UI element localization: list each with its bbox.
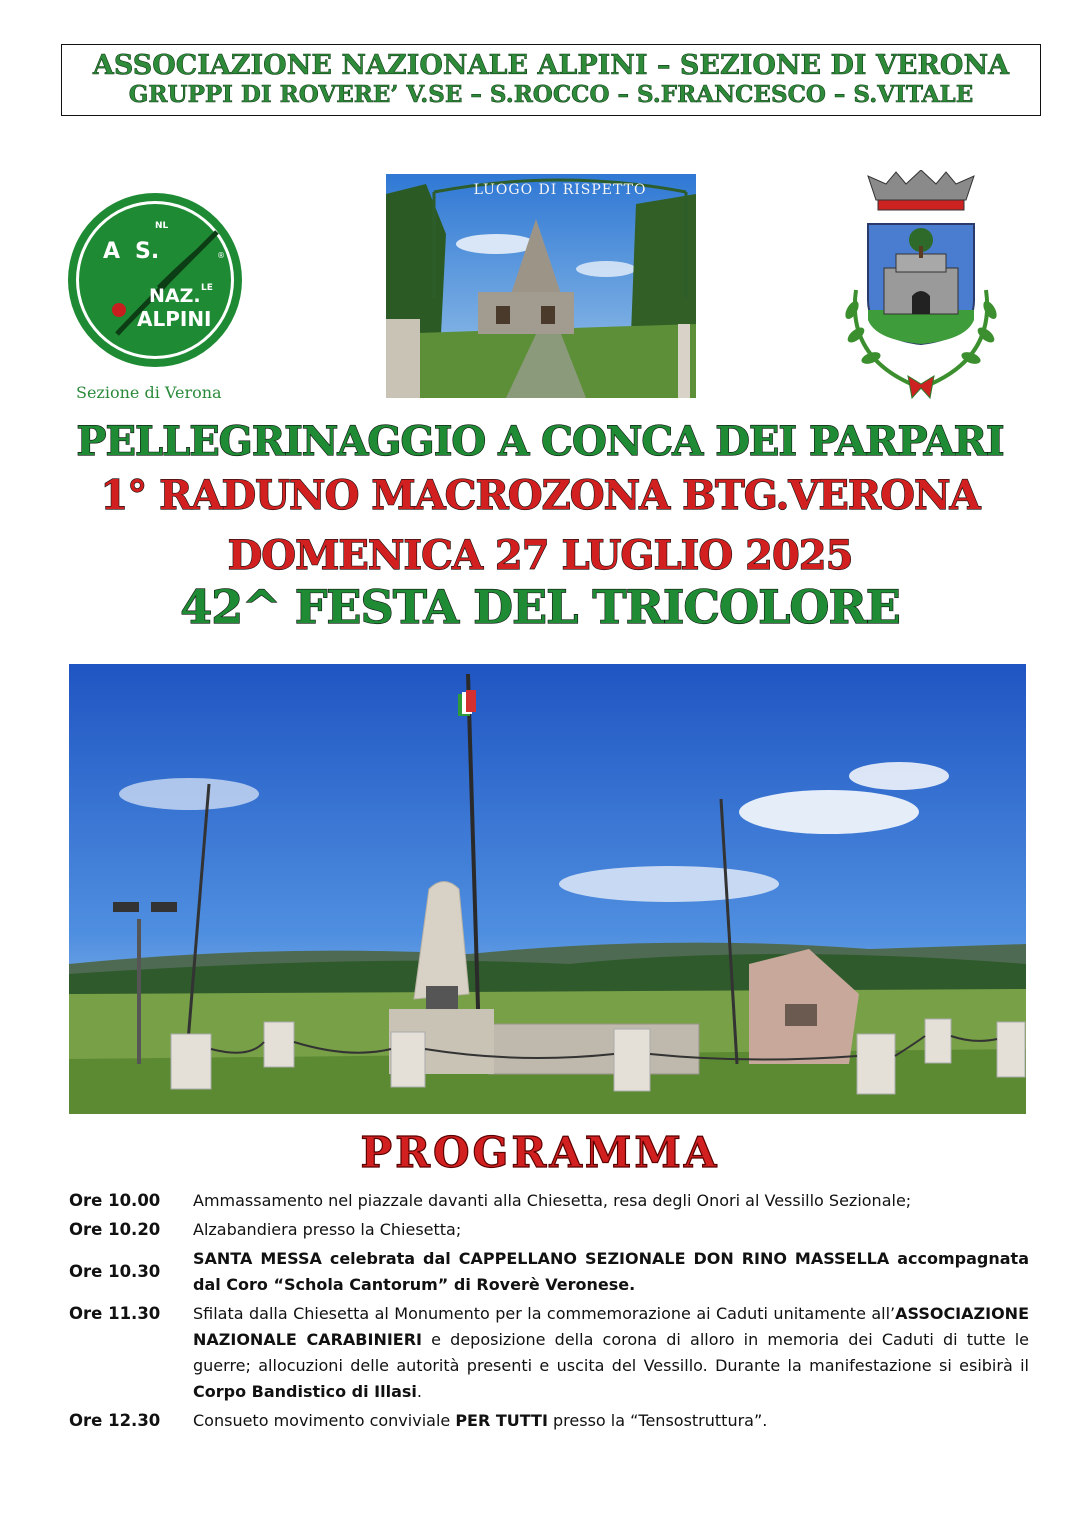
program-time: Ore 10.20	[69, 1220, 161, 1239]
logo-text-le: LE	[201, 283, 213, 293]
program-desc: SANTA MESSA celebrata dal CAPPELLANO SEZIONALE DON RINO MASSELLA accompagnata dal Coro “Schola Cantorum” di Roverè Veronese.	[193, 1249, 1029, 1294]
municipal-crest	[826, 170, 1016, 406]
program-time: Ore 12.30	[69, 1411, 161, 1430]
title-festa: 42^ FESTA DEL TRICOLORE	[180, 580, 900, 634]
program-desc: Alzabandiera presso la Chiesetta;	[193, 1220, 462, 1239]
logo-text-naz: NAZ.	[149, 285, 201, 307]
ana-logo	[67, 192, 243, 368]
program-item	[69, 1217, 1029, 1243]
program-time: Ore 11.30	[69, 1304, 161, 1323]
program-item	[69, 1301, 1029, 1405]
program-item	[69, 1246, 1029, 1298]
header-line-1: ASSOCIAZIONE NAZIONALE ALPINI – SEZIONE DI VERONA	[92, 50, 1010, 81]
crown-icon	[868, 170, 974, 200]
logo-text-alpini: ALPINI	[137, 307, 212, 331]
logo-text-nl: NL	[155, 221, 169, 231]
program-time: Ore 10.30	[69, 1262, 161, 1281]
monument-photo	[69, 664, 1026, 1114]
title-raduno: 1° RADUNO MACROZONA BTG.VERONA	[100, 472, 980, 519]
program-schedule	[69, 1188, 1029, 1437]
chapel-photo	[386, 174, 696, 398]
header-line-2: GRUPPI DI ROVERE’ V.SE – S.ROCCO – S.FRANCESCO – S.VITALE	[128, 81, 974, 108]
program-desc: Consueto movimento conviviale PER TUTTI presso la “Tensostruttura”.	[193, 1411, 768, 1430]
logo-caption: Sezione di Verona	[76, 383, 222, 402]
chapel-sign-text: LUOGO DI RISPETTO	[473, 182, 647, 198]
program-desc: Sfilata dalla Chiesetta al Monumento per la commemorazione ai Caduti unitamente all’ASSOCIAZIONE NAZIONALE CARABINIERI e deposizione della corona di alloro in memoria dei Caduti di tutte le guerre; allocuzioni delle autorità presenti e uscita del Vessillo. Durante la manifestazione si esibirà il Corpo Bandistico di Illasi.	[193, 1304, 1030, 1401]
logo-text-a: A	[103, 239, 121, 264]
feather-red-dot-icon	[112, 303, 126, 317]
program-title: PROGRAMMA	[360, 1128, 720, 1177]
program-desc: Ammassamento nel piazzale davanti alla Chiesetta, resa degli Onori al Vessillo Sezionale;	[193, 1191, 912, 1210]
title-date: DOMENICA 27 LUGLIO 2025	[227, 532, 853, 579]
program-item	[69, 1188, 1029, 1214]
header-box	[61, 44, 1041, 116]
title-pellegrinaggio: PELLEGRINAGGIO A CONCA DEI PARPARI	[76, 418, 1004, 465]
svg-text:®: ®	[217, 251, 225, 260]
program-item	[69, 1408, 1029, 1434]
program-time: Ore 10.00	[69, 1191, 161, 1210]
logo-text-s: S.	[135, 239, 160, 264]
